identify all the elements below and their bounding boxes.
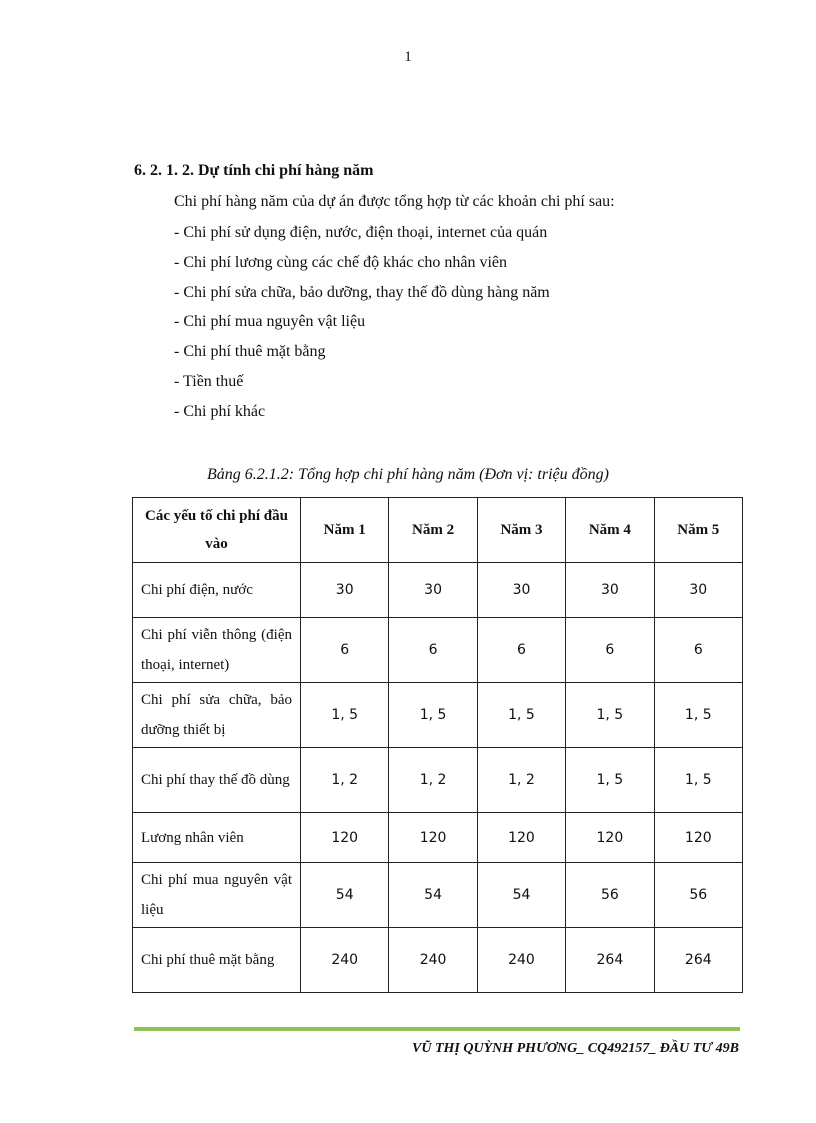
footer-divider (134, 1027, 740, 1031)
table-cell: 1, 2 (389, 748, 477, 813)
table-cell: 240 (301, 928, 389, 993)
intro-paragraph: Chi phí hàng năm của dự án được tổng hợp từ các khoản chi phí sau: (174, 193, 615, 210)
table-cell: 6 (566, 618, 654, 683)
annual-cost-table (132, 497, 743, 993)
table-cell: 1, 2 (477, 748, 565, 813)
row-label: Chi phí thay thế đồ dùng (133, 748, 301, 813)
list-item: - Chi phí khác (174, 402, 266, 420)
table-row (133, 928, 743, 993)
footer-author: VŨ THỊ QUỲNH PHƯƠNG_ CQ492157_ ĐẦU TƯ 49B (412, 1041, 739, 1056)
table-cell: 56 (566, 863, 654, 928)
cost-item-list (174, 223, 550, 432)
table-cell: 1, 5 (566, 683, 654, 748)
table-cell: 120 (301, 813, 389, 863)
row-label: Chi phí điện, nước (133, 563, 301, 618)
table-cell: 1, 2 (301, 748, 389, 813)
table-cell: 30 (301, 563, 389, 618)
table-cell: 264 (654, 928, 742, 993)
column-header: Năm 1 (301, 498, 389, 563)
table-row (133, 863, 743, 928)
table-row (133, 748, 743, 813)
row-label: Chi phí viễn thông (điện thoại, internet) (133, 618, 301, 683)
table-cell: 30 (566, 563, 654, 618)
table-cell: 6 (301, 618, 389, 683)
row-label: Chi phí thuê mặt bằng (133, 928, 301, 993)
page-number: 1 (404, 49, 412, 65)
table-cell: 56 (654, 863, 742, 928)
table-cell: 1, 5 (566, 748, 654, 813)
table-row (133, 683, 743, 748)
row-label: Chi phí mua nguyên vật liệu (133, 863, 301, 928)
section-heading: 6. 2. 1. 2. Dự tính chi phí hàng năm (134, 162, 374, 179)
table-cell: 30 (654, 563, 742, 618)
table-cell: 1, 5 (301, 683, 389, 748)
list-item: - Chi phí sử dụng điện, nước, điện thoại, internet của quán (174, 224, 548, 241)
list-item: - Chi phí thuê mặt bằng (174, 343, 326, 361)
table-cell: 1, 5 (654, 748, 742, 813)
table-cell: 120 (389, 813, 477, 863)
row-label: Lương nhân viên (133, 813, 301, 863)
table-cell: 240 (389, 928, 477, 993)
list-item: - Chi phí lương cùng các chế độ khác cho nhân viên (174, 253, 508, 271)
list-item: - Chi phí mua nguyên vật liệu (174, 313, 366, 331)
table-cell: 120 (477, 813, 565, 863)
table-cell: 54 (389, 863, 477, 928)
table-cell: 54 (301, 863, 389, 928)
table-header-row (133, 498, 743, 563)
table-row (133, 618, 743, 683)
table-row (133, 563, 743, 618)
column-header: Năm 2 (389, 498, 477, 563)
table-cell: 6 (477, 618, 565, 683)
list-item: - Tiền thuế (174, 372, 244, 390)
table-cell: 120 (654, 813, 742, 863)
column-header: Năm 3 (477, 498, 565, 563)
table-cell: 54 (477, 863, 565, 928)
table-cell: 30 (477, 563, 565, 618)
table-cell: 264 (566, 928, 654, 993)
table-caption: Bảng 6.2.1.2: Tổng hợp chi phí hàng năm (Đơn vị: triệu đồng) (207, 466, 609, 483)
table-cell: 30 (389, 563, 477, 618)
table-cell: 240 (477, 928, 565, 993)
table-cell: 1, 5 (477, 683, 565, 748)
row-label: Chi phí sửa chữa, bảo dưỡng thiết bị (133, 683, 301, 748)
table-cell: 1, 5 (389, 683, 477, 748)
table-row (133, 813, 743, 863)
table-cell: 1, 5 (654, 683, 742, 748)
column-header: Các yếu tố chi phí đầu vào (133, 498, 301, 563)
table-cell: 6 (654, 618, 742, 683)
column-header: Năm 5 (654, 498, 742, 563)
list-item: - Chi phí sửa chữa, bảo dưỡng, thay thế đồ dùng hàng năm (174, 283, 550, 301)
table-cell: 6 (389, 618, 477, 683)
column-header: Năm 4 (566, 498, 654, 563)
table-cell: 120 (566, 813, 654, 863)
